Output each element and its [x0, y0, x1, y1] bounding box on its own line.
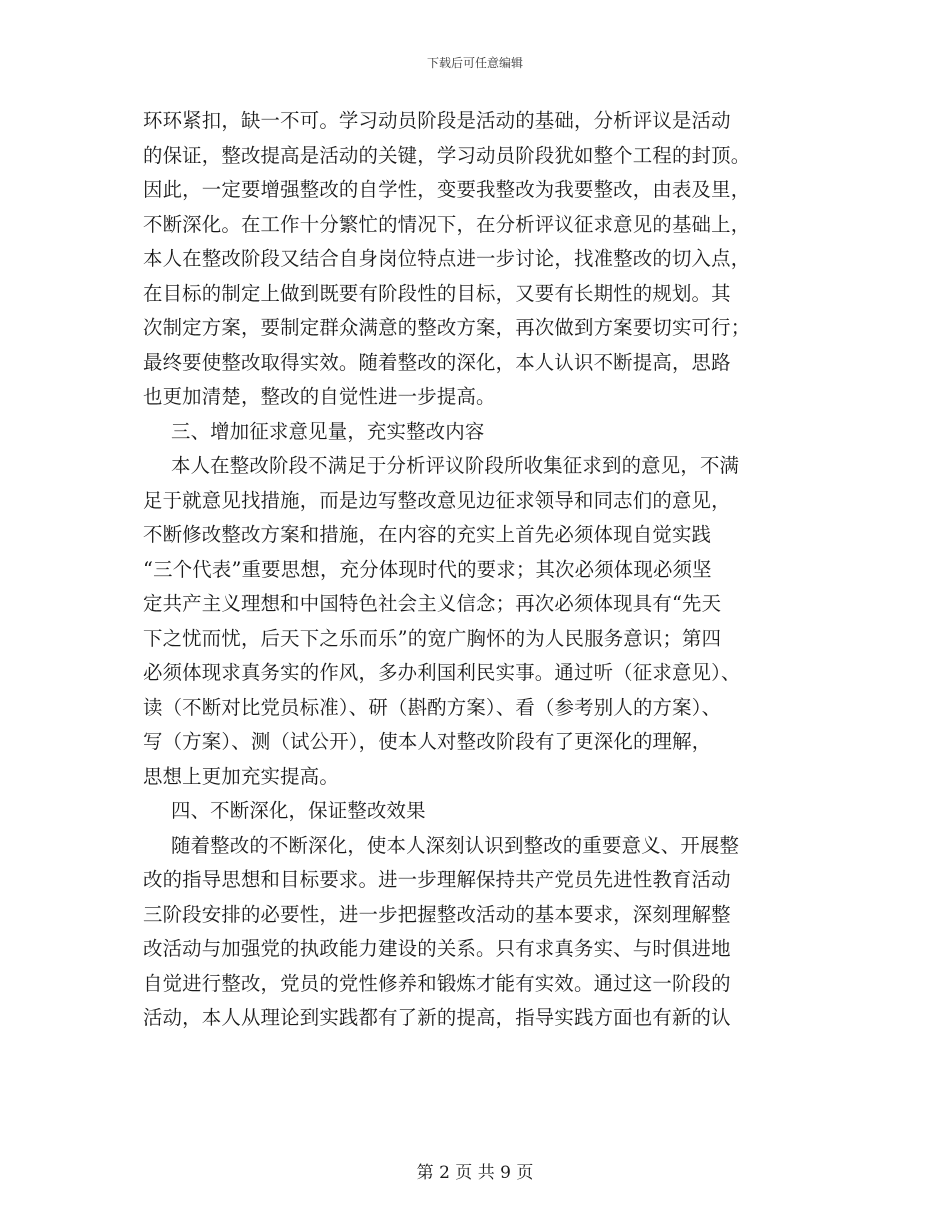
paragraph-line: 下之忧而忧，后天下之乐而乐”的宽广胸怀的为人民服务意识；第四	[143, 626, 722, 650]
document-body	[143, 104, 807, 1036]
page-header: 下载后可任意编辑	[426, 56, 523, 70]
paragraph-line: 必须体现求真务实的作风，多办利国利民实事。通过听（征求意见）、	[143, 661, 741, 684]
paragraph-line: 随着整改的不断深化，使本人深刻认识到整改的重要意义、开展整	[171, 833, 740, 857]
paragraph-line: 因此，一定要增强整改的自学性，变要我整改为我要整改，由表及里，	[143, 178, 751, 201]
paragraph-line: 最终要使整改取得实效。随着整改的深化，本人认识不断提高，思路	[143, 350, 731, 374]
paragraph-line: 不断修改整改方案和措施，在内容的充实上首先必须体现自觉实践	[143, 523, 712, 546]
page-footer: 第 2 页 共 9 页	[416, 1163, 534, 1183]
paragraph-line: 活动，本人从理论到实践都有了新的提高，指导实践方面也有新的认	[143, 1006, 731, 1029]
paragraph-line: 环环紧扣，缺一不可。学习动员阶段是活动的基础，分析评议是活动	[143, 109, 731, 132]
section-heading: 三、增加征求意见量，充实整改内容	[171, 419, 485, 443]
paragraph-line: 足于就意见找措施，而是边写整改意见边征求领导和同志们的意见，	[143, 488, 731, 512]
paragraph-line: 不断深化。在工作十分繁忙的情况下，在分析评议征求意见的基础上，	[143, 212, 751, 236]
paragraph-line: 本人在整改阶段又结合自身岗位特点进一步讨论，找准整改的切入点，	[143, 247, 751, 270]
paragraph-line: 改的指导思想和目标要求。进一步理解保持共产党员先进性教育活动	[143, 868, 731, 891]
paragraph-line: 的保证，整改提高是活动的关键，学习动员阶段犹如整个工程的封顶。	[143, 143, 751, 167]
paragraph-line: 也更加清楚，整改的自觉性进一步提高。	[143, 385, 496, 408]
paragraph-line: 思想上更加充实提高。	[143, 764, 339, 788]
paragraph-line: “三个代表”重要思想，充分体现时代的要求；其次必须体现必须坚	[143, 557, 712, 581]
paragraph-line: 三阶段安排的必要性，进一步把握整改活动的基本要求，深刻理解整	[143, 902, 731, 926]
paragraph-line: 读（不断对比党员标准）、研（斟酌方案）、看（参考别人的方案）、	[143, 695, 722, 719]
paragraph-line: 自觉进行整改，党员的党性修养和锻炼才能有实效。通过这一阶段的	[143, 971, 731, 995]
paragraph-line: 定共产主义理想和中国特色社会主义信念；再次必须体现具有“先天	[143, 592, 722, 615]
paragraph-line: 在目标的制定上做到既要有阶段性的目标，又要有长期性的规划。其	[143, 281, 731, 305]
paragraph-line: 改活动与加强党的执政能力建设的关系。只有求真务实、与时俱进地	[143, 937, 731, 960]
paragraph-line: 次制定方案，要制定群众满意的整改方案，再次做到方案要切实可行；	[143, 316, 751, 339]
paragraph-line: 写（方案）、测（试公开），使本人对整改阶段有了更深化的理解，	[143, 730, 712, 753]
paragraph-line: 本人在整改阶段不满足于分析评议阶段所收集征求到的意见，不满	[171, 454, 740, 477]
section-heading: 四、不断深化，保证整改效果	[171, 799, 426, 822]
